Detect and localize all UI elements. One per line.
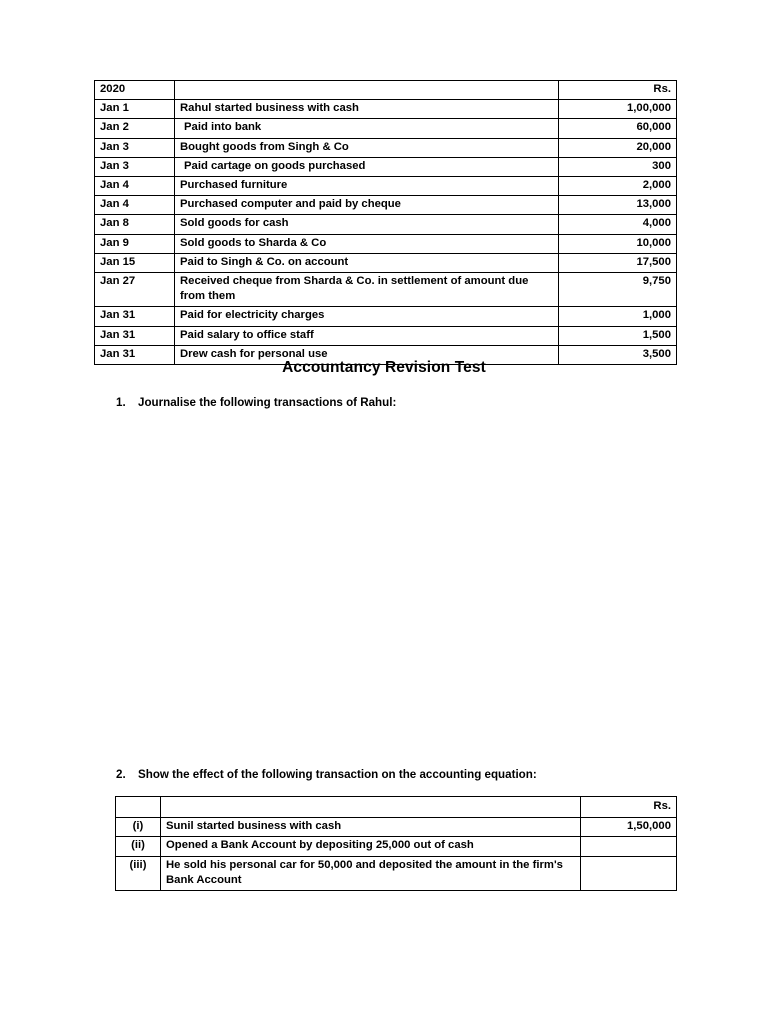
table-row <box>95 253 677 272</box>
cell-amount: 10,000 <box>559 234 677 253</box>
cell-item-number: (i) <box>116 818 161 837</box>
table-row <box>95 326 677 345</box>
cell-item-number: (iii) <box>116 856 161 890</box>
column-header-amount: Rs. <box>559 81 677 100</box>
page-title: Accountancy Revision Test <box>282 359 486 376</box>
table-header-row <box>95 81 677 100</box>
cell-amount <box>581 837 677 856</box>
cell-date: Jan 9 <box>95 234 175 253</box>
cell-amount: 1,50,000 <box>581 818 677 837</box>
cell-date: Jan 31 <box>95 326 175 345</box>
column-header-item-number <box>116 797 161 818</box>
table-row <box>95 157 677 176</box>
cell-description: Paid to Singh & Co. on account <box>175 253 559 272</box>
cell-date: Jan 27 <box>95 273 175 307</box>
cell-description: He sold his personal car for 50,000 and deposited the amount in the firm's Bank Account <box>161 856 581 890</box>
cell-description: Sunil started business with cash <box>161 818 581 837</box>
table-body <box>116 797 677 891</box>
table-header-row <box>116 797 677 818</box>
cell-amount: 13,000 <box>559 196 677 215</box>
table-row <box>95 138 677 157</box>
cell-amount: 17,500 <box>559 253 677 272</box>
question-1 <box>116 395 396 411</box>
cell-amount: 4,000 <box>559 215 677 234</box>
question-1-text: Journalise the following transactions of Rahul: <box>138 396 397 409</box>
table-body <box>95 81 677 365</box>
cell-amount: 20,000 <box>559 138 677 157</box>
column-header-description <box>175 81 559 100</box>
cell-amount: 1,000 <box>559 307 677 326</box>
cell-description: Sold goods to Sharda & Co <box>175 234 559 253</box>
cell-date: Jan 3 <box>95 138 175 157</box>
table-row <box>116 837 677 856</box>
column-header-description <box>161 797 581 818</box>
cell-description: Paid salary to office staff <box>175 326 559 345</box>
cell-description: Bought goods from Singh & Co <box>175 138 559 157</box>
cell-amount <box>581 856 677 890</box>
cell-description: Sold goods for cash <box>175 215 559 234</box>
table-row <box>95 215 677 234</box>
cell-date: Jan 31 <box>95 307 175 326</box>
cell-description: Opened a Bank Account by depositing 25,000 out of cash <box>161 837 581 856</box>
journal-transactions-table-container <box>94 80 676 365</box>
cell-amount: 1,00,000 <box>559 100 677 119</box>
cell-date: Jan 2 <box>95 119 175 138</box>
cell-amount: 60,000 <box>559 119 677 138</box>
cell-description: Purchased computer and paid by cheque <box>175 196 559 215</box>
accounting-equation-table-container <box>115 796 676 891</box>
cell-date: Jan 31 <box>95 345 175 364</box>
question-2-number: 2. <box>116 768 126 781</box>
cell-description: Received cheque from Sharda & Co. in settlement of amount due from them <box>175 273 559 307</box>
question-1-number: 1. <box>116 396 126 409</box>
cell-amount: 1,500 <box>559 326 677 345</box>
journal-transactions-table <box>94 80 677 365</box>
table-row <box>95 273 677 307</box>
table-row <box>116 856 677 890</box>
cell-amount: 300 <box>559 157 677 176</box>
table-row <box>95 177 677 196</box>
table-row <box>95 119 677 138</box>
column-header-amount: Rs. <box>581 797 677 818</box>
cell-date: Jan 1 <box>95 100 175 119</box>
table-row <box>95 307 677 326</box>
table-row <box>116 818 677 837</box>
table-row <box>95 234 677 253</box>
cell-amount: 2,000 <box>559 177 677 196</box>
cell-description: Rahul started business with cash <box>175 100 559 119</box>
cell-date: Jan 8 <box>95 215 175 234</box>
question-2-text: Show the effect of the following transaction on the accounting equation: <box>138 768 537 781</box>
table-row <box>95 100 677 119</box>
cell-amount: 9,750 <box>559 273 677 307</box>
cell-description: Drew cash for personal use <box>175 345 559 364</box>
cell-date: Jan 15 <box>95 253 175 272</box>
cell-description: Paid cartage on goods purchased <box>175 157 559 176</box>
question-2 <box>116 767 537 783</box>
cell-description: Paid into bank <box>175 119 559 138</box>
cell-description: Purchased furniture <box>175 177 559 196</box>
cell-amount: 3,500 <box>559 345 677 364</box>
cell-date: Jan 3 <box>95 157 175 176</box>
cell-description: Paid for electricity charges <box>175 307 559 326</box>
cell-date: Jan 4 <box>95 196 175 215</box>
table-row <box>95 196 677 215</box>
cell-date: Jan 4 <box>95 177 175 196</box>
accounting-equation-table <box>115 796 677 891</box>
cell-item-number: (ii) <box>116 837 161 856</box>
column-header-year: 2020 <box>95 81 175 100</box>
